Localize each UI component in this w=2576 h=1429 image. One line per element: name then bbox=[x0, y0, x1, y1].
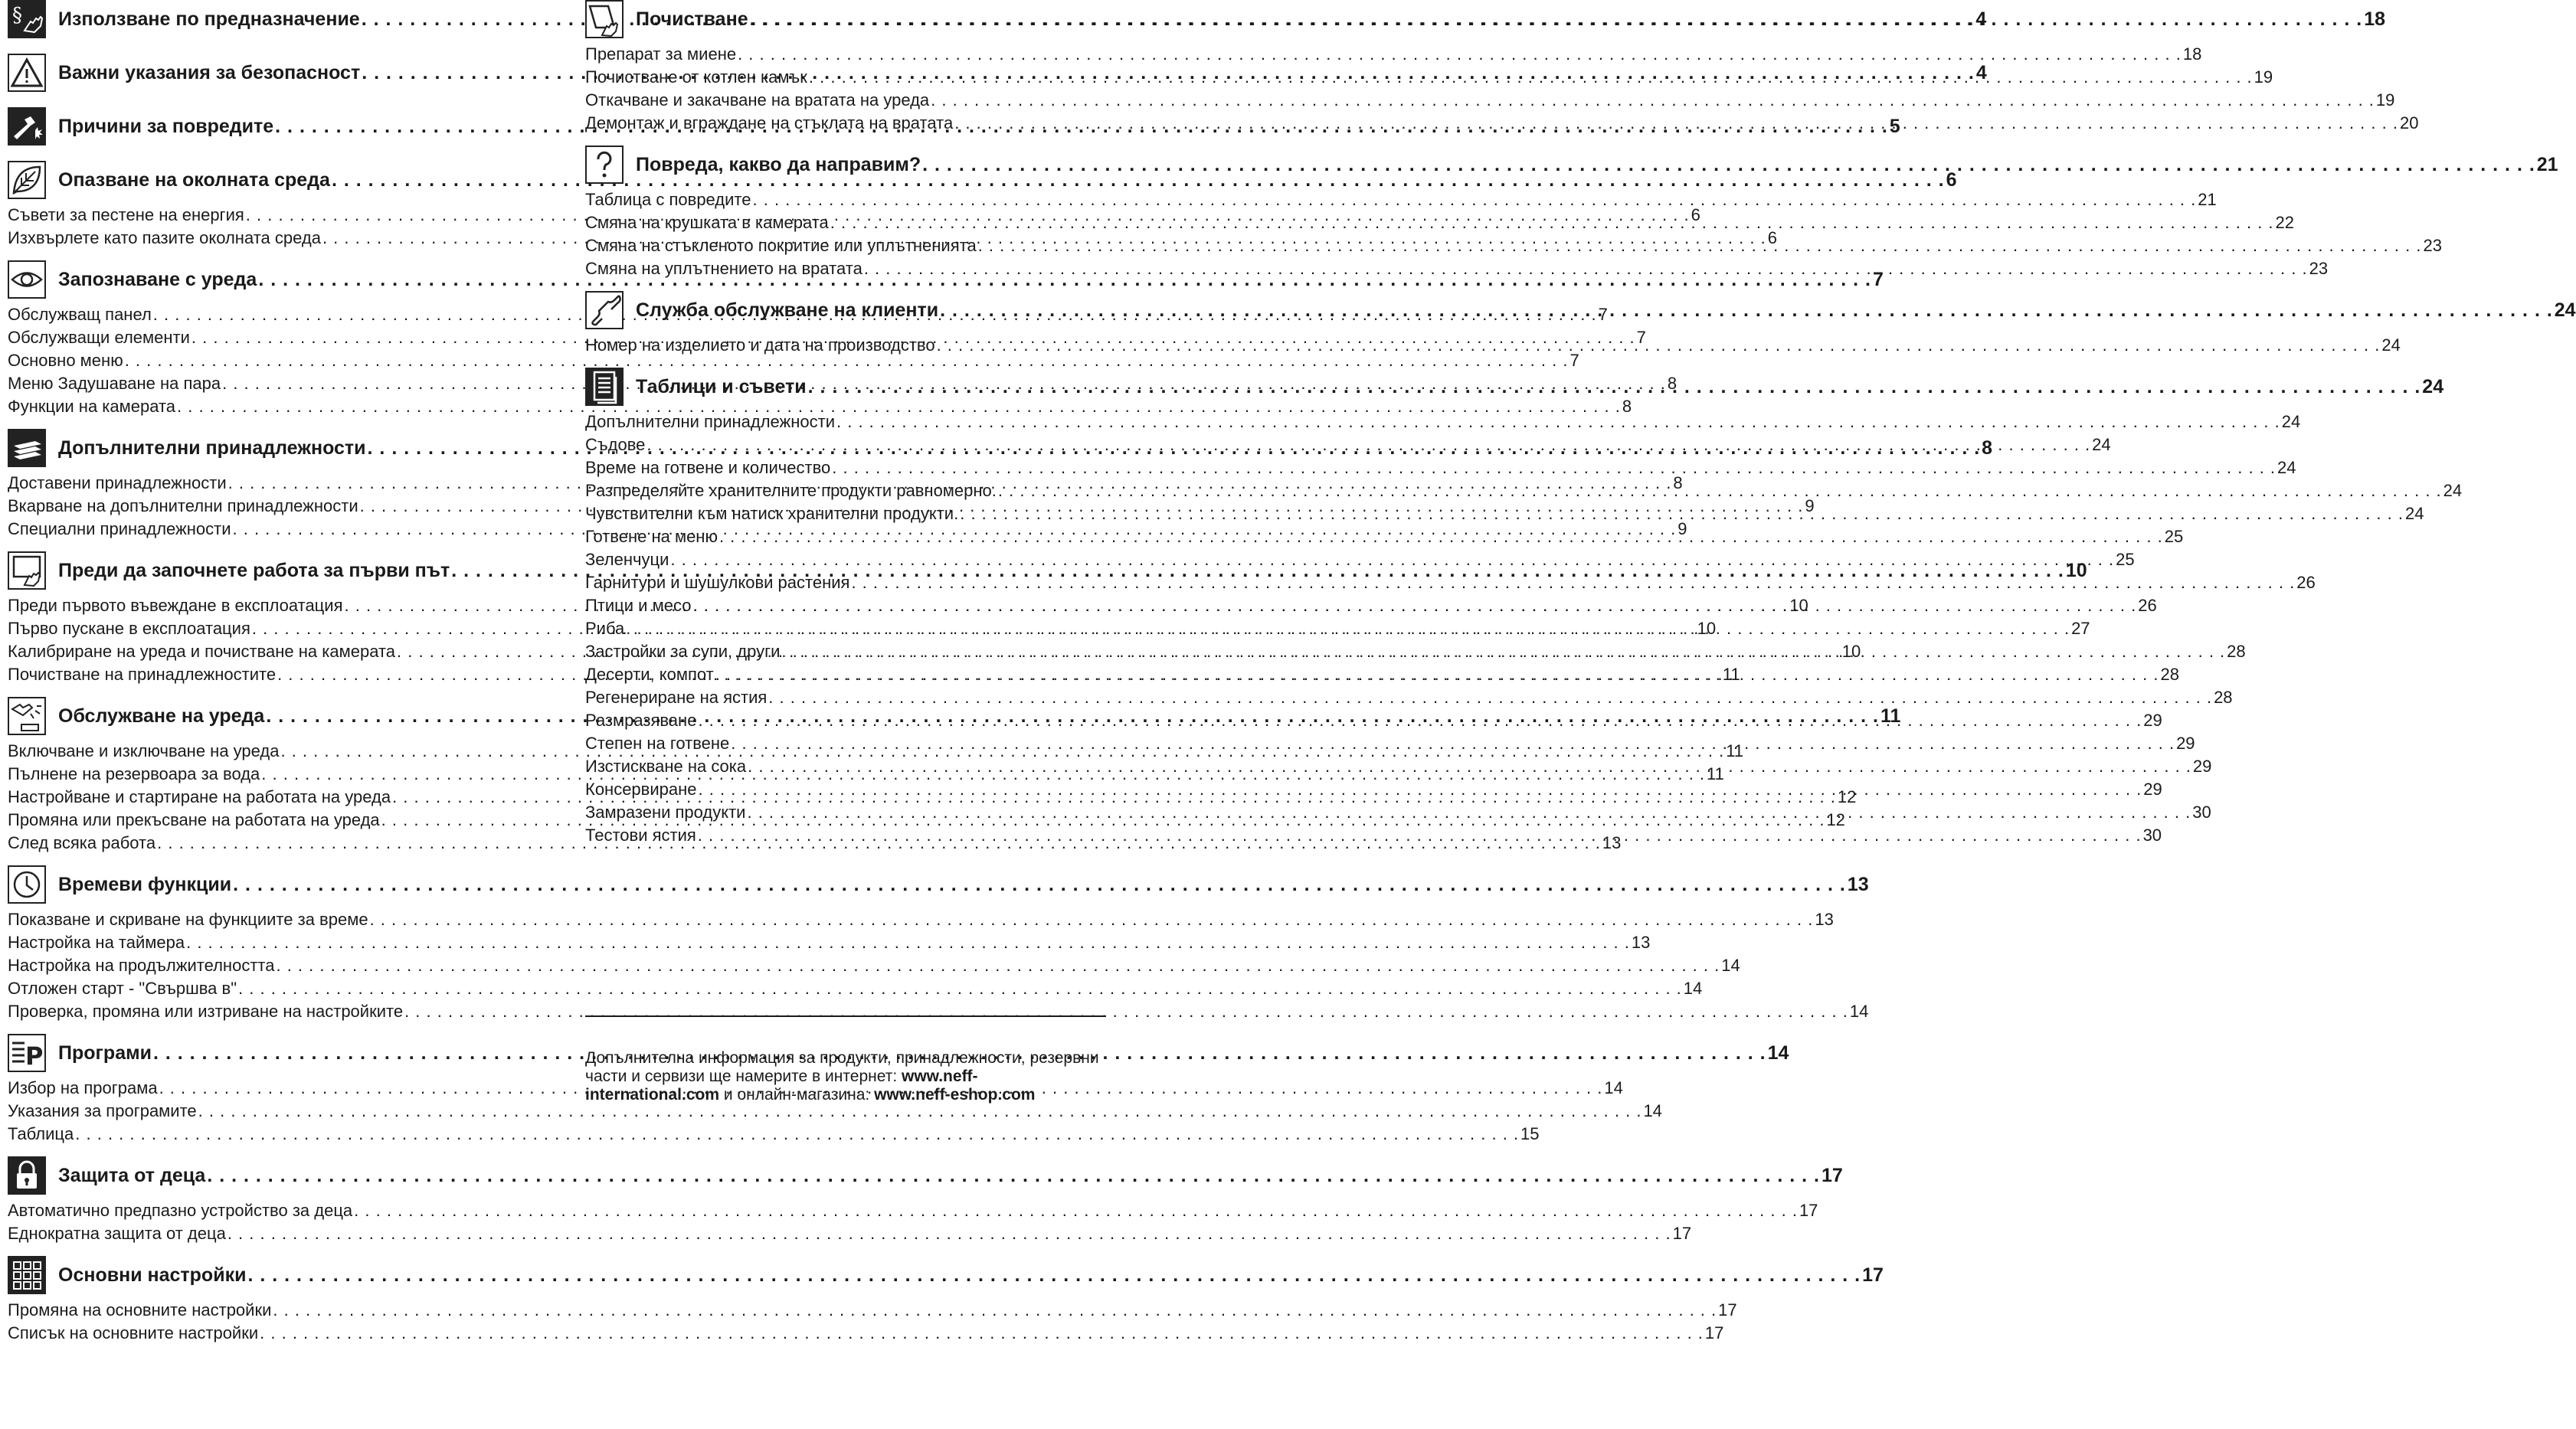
dot-leader bbox=[646, 433, 2090, 456]
entry-title[interactable]: Десерти, компот bbox=[585, 665, 714, 684]
entry-page: 10 bbox=[1841, 642, 1861, 661]
entry-title[interactable]: Списък на основните настройки bbox=[8, 1323, 259, 1342]
entry-title[interactable]: Избор на програма bbox=[8, 1078, 158, 1097]
section-page: 4 bbox=[1975, 61, 1987, 83]
dot-leader bbox=[238, 977, 1682, 1000]
entry-page: 6 bbox=[1767, 228, 1777, 247]
entry-title[interactable]: Смяна на уплътнението на вратата bbox=[585, 259, 862, 278]
toc-entry[interactable] bbox=[585, 456, 2296, 479]
entry-page: 7 bbox=[1636, 328, 1646, 347]
entry-title[interactable]: Преди първото въвеждане в експлоатация bbox=[8, 596, 343, 615]
entry-title[interactable]: Замразени продукти bbox=[585, 803, 746, 822]
entry-title[interactable]: Консервиране bbox=[585, 780, 697, 799]
dot-leader bbox=[768, 686, 2212, 709]
section-page: 24 bbox=[2554, 299, 2576, 321]
toc-entry[interactable] bbox=[8, 1299, 1737, 1322]
toc-entry[interactable] bbox=[585, 43, 2202, 66]
dot-leader bbox=[227, 1222, 1671, 1245]
cleaning-icon bbox=[585, 0, 624, 38]
toc-entry[interactable] bbox=[585, 410, 2301, 433]
dot-leader bbox=[851, 571, 2295, 594]
section-title[interactable]: Времеви функции bbox=[58, 873, 232, 895]
entry-page: 17 bbox=[1718, 1300, 1737, 1319]
section-title[interactable]: Защита от деца bbox=[58, 1164, 206, 1186]
entry-page: 13 bbox=[1602, 833, 1622, 852]
question-icon bbox=[585, 146, 624, 184]
dot-leader bbox=[748, 755, 2191, 778]
dot-leader bbox=[830, 211, 2274, 234]
dot-leader bbox=[699, 778, 2142, 801]
svg-text:§: § bbox=[12, 4, 22, 27]
section-hand-icon bbox=[8, 0, 46, 38]
entry-title[interactable]: Еднократна защита от деца bbox=[8, 1224, 226, 1243]
entry-title[interactable]: Смяна на крушката в камерата bbox=[585, 213, 829, 232]
dot-leader bbox=[719, 525, 2163, 548]
leaf-icon bbox=[8, 161, 46, 199]
entry-title[interactable]: Почистване на принадлежностите bbox=[8, 665, 277, 684]
entry-page: 14 bbox=[1683, 979, 1703, 998]
entry-page: 27 bbox=[2071, 619, 2090, 638]
entry-page: 23 bbox=[2309, 259, 2329, 278]
dot-leader bbox=[832, 456, 2276, 479]
entry-title[interactable]: Степен на готвене bbox=[585, 734, 730, 753]
entry-page: 30 bbox=[2142, 826, 2162, 845]
toc-entry[interactable] bbox=[8, 954, 1740, 977]
entry-title[interactable]: Калибриране на уреда и почистване на камерата bbox=[8, 642, 396, 661]
eye-icon bbox=[8, 260, 46, 299]
toc-section[interactable] bbox=[585, 0, 2386, 38]
entry-page: 12 bbox=[1826, 810, 1845, 829]
toc-entry[interactable] bbox=[8, 1000, 1869, 1023]
entry-title[interactable]: Таблица с повредите bbox=[585, 190, 751, 209]
toc-entry[interactable] bbox=[585, 66, 2273, 89]
toc-section[interactable] bbox=[8, 1156, 1843, 1195]
toc-entry[interactable] bbox=[585, 502, 2424, 525]
toc-entry[interactable] bbox=[585, 334, 2401, 357]
entry-page: 20 bbox=[2399, 113, 2419, 132]
dot-leader bbox=[836, 410, 2280, 433]
section-title[interactable]: Програми bbox=[58, 1042, 152, 1064]
entry-page: 15 bbox=[1520, 1124, 1540, 1143]
entry-page: 13 bbox=[1631, 933, 1651, 952]
entry-title[interactable]: Настройка на таймера bbox=[8, 933, 185, 952]
first-use-icon bbox=[8, 551, 46, 590]
entry-page: 28 bbox=[2214, 688, 2233, 707]
toc-entry[interactable] bbox=[585, 188, 2217, 211]
entry-page: 8 bbox=[1667, 374, 1678, 393]
toc-section[interactable] bbox=[8, 1256, 1884, 1294]
note-text2: онлайн-магазина: bbox=[737, 1086, 870, 1104]
dot-leader bbox=[808, 376, 2421, 398]
toc-entry[interactable] bbox=[8, 977, 1703, 1000]
dot-leader bbox=[864, 257, 2308, 280]
toc-entry[interactable] bbox=[585, 211, 2295, 234]
entry-page: 7 bbox=[1569, 351, 1579, 370]
entry-page: 24 bbox=[2092, 435, 2111, 454]
section-page: 21 bbox=[2536, 153, 2558, 175]
dot-leader bbox=[75, 1123, 1519, 1146]
dot-leader bbox=[781, 640, 2225, 663]
entry-title[interactable]: Чувствителни към натиск хранителни продукти. bbox=[585, 504, 959, 523]
entry-page: 24 bbox=[2281, 412, 2301, 431]
section-page: 6 bbox=[1946, 168, 1957, 191]
dot-leader bbox=[978, 234, 2422, 257]
entry-title[interactable]: Регенериране на ястия bbox=[585, 688, 768, 707]
entry-page: 12 bbox=[1837, 787, 1857, 806]
entry-title[interactable]: Настройване и стартиране на работата на уреда bbox=[8, 787, 391, 806]
entry-page: 17 bbox=[1799, 1201, 1818, 1220]
toc-entry[interactable] bbox=[8, 1322, 1724, 1345]
toc-entry[interactable] bbox=[8, 349, 1579, 372]
dot-leader bbox=[809, 66, 2253, 89]
entry-title[interactable]: Вкарване на допълнителни принадлежности bbox=[8, 496, 358, 515]
section-title[interactable]: Повреда, какво да направим? bbox=[636, 153, 921, 175]
section-page: 13 bbox=[1847, 873, 1869, 895]
entry-title[interactable]: Зеленчуци bbox=[585, 550, 669, 569]
section-title[interactable]: Използване по предназначение bbox=[58, 8, 360, 30]
entry-page: 11 bbox=[1726, 741, 1744, 760]
entry-page: 14 bbox=[1849, 1002, 1869, 1021]
entry-title[interactable]: Показване и скриване на функциите за време bbox=[8, 910, 368, 929]
entry-page: 24 bbox=[2443, 481, 2463, 500]
entry-title[interactable]: Готвене на меню bbox=[585, 527, 718, 546]
hammer-icon bbox=[8, 107, 46, 146]
entry-title[interactable]: Изхвърлете като пазите околната среда bbox=[8, 228, 321, 247]
entry-page: 25 bbox=[2164, 527, 2184, 546]
dot-leader bbox=[715, 663, 2159, 686]
entry-page: 17 bbox=[1704, 1323, 1724, 1342]
entry-title[interactable]: Отложен старт - "Свършва в" bbox=[8, 979, 237, 998]
toc-entry[interactable] bbox=[585, 234, 2442, 257]
toc-entry[interactable] bbox=[8, 1222, 1692, 1245]
section-page: 10 bbox=[2065, 559, 2087, 581]
entry-title[interactable]: Доставени принадлежности bbox=[8, 473, 227, 492]
entry-title[interactable]: Птици и месо bbox=[585, 596, 692, 615]
section-page: 24 bbox=[2422, 375, 2444, 397]
dot-leader bbox=[273, 1299, 1717, 1322]
dot-leader bbox=[998, 479, 2442, 502]
document-icon bbox=[585, 368, 624, 406]
entry-title[interactable]: Откачване и закачване на вратата на уреда bbox=[585, 90, 930, 110]
entry-page: 19 bbox=[2254, 67, 2273, 87]
entry-title[interactable]: Тестови ястия bbox=[585, 826, 696, 845]
entry-title[interactable]: Допълнителни принадлежности bbox=[585, 412, 835, 431]
lock-icon bbox=[8, 1156, 46, 1195]
entry-title[interactable]: Изстискване на сока bbox=[585, 757, 747, 776]
entry-page: 24 bbox=[2277, 458, 2296, 477]
entry-page: 21 bbox=[2198, 190, 2217, 209]
toc-entry[interactable] bbox=[585, 112, 2419, 135]
dot-leader bbox=[260, 1322, 1704, 1345]
entry-title[interactable]: Време на готвене и количество bbox=[585, 458, 831, 477]
toc-entry[interactable] bbox=[585, 257, 2329, 280]
toc-section[interactable] bbox=[585, 291, 2576, 329]
entry-page: 14 bbox=[1604, 1078, 1623, 1097]
entry-title[interactable]: Указания за програмите bbox=[8, 1101, 197, 1120]
warning-icon bbox=[8, 54, 46, 92]
entry-title[interactable]: Съдове bbox=[585, 435, 646, 454]
entry-page: 29 bbox=[2143, 711, 2162, 730]
section-title[interactable]: Почистване bbox=[636, 8, 748, 30]
entry-title[interactable]: Препарат за миене bbox=[585, 44, 737, 64]
entry-page: 23 bbox=[2423, 236, 2442, 255]
section-page: 18 bbox=[2364, 8, 2386, 30]
entry-title[interactable]: Функции на камерата bbox=[8, 397, 176, 416]
toc-entry[interactable] bbox=[8, 908, 1834, 931]
entry-page: 19 bbox=[2375, 90, 2395, 110]
entry-title[interactable]: Промяна или прекъсване на работата на уреда bbox=[8, 810, 380, 829]
entry-title[interactable]: Настройка на продължителността bbox=[8, 956, 275, 975]
dot-leader bbox=[954, 112, 2398, 135]
entry-page: 30 bbox=[2192, 803, 2211, 822]
toc-entry[interactable] bbox=[585, 433, 2111, 456]
entry-page: 14 bbox=[1643, 1101, 1662, 1120]
toc-section[interactable] bbox=[585, 146, 2558, 184]
dot-leader bbox=[750, 8, 2363, 31]
entry-page: 17 bbox=[1672, 1224, 1692, 1243]
toc-entry[interactable] bbox=[8, 1100, 1662, 1123]
entry-title[interactable]: Гарнитури и шушулкови растения bbox=[585, 573, 850, 592]
entry-page: 29 bbox=[2192, 757, 2212, 776]
entry-title[interactable]: Съвети за пестене на енергия bbox=[8, 205, 244, 224]
toc-entry[interactable] bbox=[585, 89, 2395, 112]
accessories-icon bbox=[8, 429, 46, 467]
entry-title[interactable]: Меню Задушаване на пара bbox=[8, 374, 221, 393]
entry-page: 28 bbox=[2160, 665, 2179, 684]
dot-leader bbox=[207, 1165, 1820, 1187]
entry-page: 11 bbox=[1707, 764, 1724, 783]
entry-title[interactable]: След всяка работа bbox=[8, 833, 156, 852]
toc-section[interactable] bbox=[8, 865, 1869, 904]
clock-icon bbox=[8, 865, 46, 904]
entry-page: 13 bbox=[1815, 910, 1834, 929]
entry-page: 18 bbox=[2182, 44, 2202, 64]
section-page: 17 bbox=[1862, 1264, 1884, 1286]
entry-page: 26 bbox=[2296, 573, 2316, 592]
toc-entry[interactable] bbox=[8, 1199, 1818, 1222]
entry-title[interactable]: Разпределяйте хранителните продукти равномерно. bbox=[585, 481, 997, 500]
section-page: 8 bbox=[1982, 437, 1993, 459]
section-page: 17 bbox=[1821, 1164, 1843, 1186]
section-title[interactable]: Основни настройки bbox=[58, 1264, 247, 1286]
entry-title[interactable]: Демонтаж и вграждане на стъклата на вратата bbox=[585, 113, 954, 132]
section-title[interactable]: Обслужване на уреда bbox=[58, 705, 265, 727]
dot-leader bbox=[960, 502, 2404, 525]
entry-page: 29 bbox=[2176, 734, 2195, 753]
note-text: Допълнителна информация за продукти, принадлежности, резервни части и сервизи ще намерите в интернет: bbox=[585, 1049, 1099, 1085]
toc-entry[interactable] bbox=[585, 571, 2316, 594]
entry-title[interactable]: Почистване от котлен камък bbox=[585, 67, 807, 87]
operation-icon bbox=[8, 697, 46, 735]
dot-leader bbox=[753, 188, 2197, 211]
entry-page: 8 bbox=[1673, 473, 1683, 492]
section-title[interactable]: Опазване на околната среда bbox=[58, 168, 330, 191]
dot-leader bbox=[940, 299, 2553, 322]
website-link[interactable]: www.neff-international.com bbox=[585, 1068, 978, 1104]
toc-entry[interactable] bbox=[585, 525, 2184, 548]
entry-title[interactable]: Проверка, промяна или изтриване на настройките bbox=[8, 1002, 404, 1021]
section-page: 11 bbox=[1880, 705, 1901, 727]
dot-leader bbox=[937, 334, 2381, 357]
grid-icon bbox=[8, 1256, 46, 1294]
toc-entry[interactable] bbox=[585, 686, 2233, 709]
entry-title[interactable]: Таблица bbox=[8, 1124, 74, 1143]
section-title[interactable]: Допълнителни принадлежности bbox=[58, 437, 366, 459]
info-note bbox=[585, 1049, 1106, 1104]
section-page: 5 bbox=[1889, 115, 1900, 137]
section-page: 14 bbox=[1767, 1042, 1789, 1064]
toc-section[interactable] bbox=[585, 368, 2444, 406]
entry-title[interactable]: Смяна на стъкленото покритие или уплътненията bbox=[585, 236, 977, 255]
dot-leader bbox=[626, 617, 2070, 640]
dot-leader bbox=[692, 594, 2136, 617]
entry-page: 22 bbox=[2275, 213, 2295, 232]
toc-entry[interactable] bbox=[585, 479, 2463, 502]
dot-leader bbox=[276, 954, 1720, 977]
entry-title[interactable]: Специални принадлежности bbox=[8, 519, 231, 538]
dot-leader bbox=[698, 824, 2142, 847]
toc-entry[interactable] bbox=[8, 1123, 1540, 1146]
dot-leader bbox=[738, 43, 2182, 66]
entry-title[interactable]: Номер на изделието и дата на производство bbox=[585, 335, 935, 355]
entry-page: 9 bbox=[1805, 496, 1815, 515]
dot-leader bbox=[404, 1000, 1848, 1023]
dot-leader bbox=[370, 908, 1814, 931]
divider bbox=[585, 1015, 1106, 1017]
section-title[interactable]: Таблици и съвети bbox=[636, 375, 807, 397]
section-title[interactable]: Запознаване с уреда bbox=[58, 268, 257, 290]
section-title[interactable]: Важни указания за безопасност bbox=[58, 61, 361, 83]
entry-title[interactable]: Автоматично предпазно устройство за деца bbox=[8, 1201, 353, 1220]
svg-text:P: P bbox=[25, 1042, 44, 1071]
entry-title[interactable]: Промяна на основните настройки bbox=[8, 1300, 272, 1319]
dot-leader bbox=[186, 931, 1630, 954]
section-title[interactable]: Служба обслужване на клиенти bbox=[636, 299, 939, 321]
section-page: 7 bbox=[1872, 268, 1884, 290]
toc-entry[interactable] bbox=[8, 395, 1632, 418]
dot-leader bbox=[747, 801, 2191, 824]
entry-title[interactable]: Обслужващи елементи bbox=[8, 328, 190, 347]
entry-page: 10 bbox=[1789, 596, 1808, 615]
entry-title[interactable]: Риба bbox=[585, 619, 625, 638]
dot-leader bbox=[922, 154, 2535, 176]
entry-title[interactable]: Обслужващ панел bbox=[8, 305, 152, 324]
entry-page: 24 bbox=[2404, 504, 2424, 523]
entry-page: 7 bbox=[1598, 305, 1608, 324]
entry-page: 10 bbox=[1697, 619, 1717, 638]
entry-title[interactable]: Размразяване bbox=[585, 711, 697, 730]
entry-page: 14 bbox=[1721, 956, 1740, 975]
dot-leader bbox=[698, 709, 2142, 732]
entry-page: 8 bbox=[1622, 397, 1632, 416]
dot-leader bbox=[931, 89, 2375, 112]
entry-title[interactable]: Пълнене на резервоара за вода bbox=[8, 764, 260, 783]
entry-title[interactable]: Първо пускане в експлоатация bbox=[8, 619, 250, 638]
entry-title[interactable]: Включване и изключване на уреда bbox=[8, 741, 280, 760]
dot-leader bbox=[233, 874, 1846, 896]
programs-icon bbox=[8, 1034, 46, 1072]
entry-page: 26 bbox=[2138, 596, 2157, 615]
entry-page: 25 bbox=[2116, 550, 2135, 569]
dot-leader bbox=[354, 1199, 1798, 1222]
section-title[interactable]: Преди да започнете работа за първи път bbox=[58, 559, 450, 581]
dot-leader bbox=[670, 548, 2114, 571]
entry-title[interactable]: Основно меню bbox=[8, 351, 123, 370]
toc-entry[interactable] bbox=[8, 931, 1651, 954]
dot-leader bbox=[731, 732, 2175, 755]
entry-page: 9 bbox=[1678, 519, 1687, 538]
phone-icon bbox=[585, 291, 624, 329]
entry-title[interactable]: Застройки за супи, други bbox=[585, 642, 781, 661]
section-title[interactable]: Причини за повредите bbox=[58, 115, 274, 137]
entry-page: 11 bbox=[1722, 665, 1740, 684]
entry-page: 28 bbox=[2227, 642, 2246, 661]
eshop-link[interactable]: www.neff-eshop.com bbox=[874, 1086, 1036, 1104]
note-and: и bbox=[723, 1086, 733, 1104]
entry-page: 29 bbox=[2143, 780, 2162, 799]
dot-leader bbox=[247, 1264, 1861, 1287]
section-page: 4 bbox=[1975, 8, 1987, 30]
entry-page: 24 bbox=[2381, 335, 2401, 355]
entry-page: 6 bbox=[1691, 205, 1700, 224]
